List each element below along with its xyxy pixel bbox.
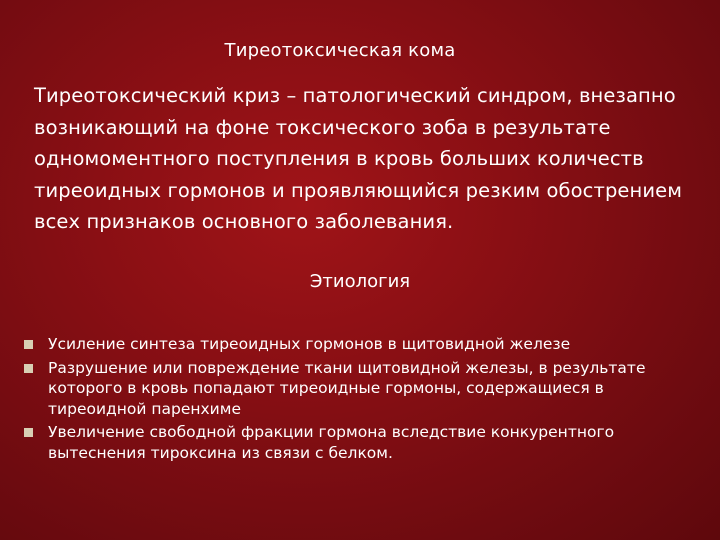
- square-bullet-icon: [24, 428, 33, 437]
- list-item-text: Увеличение свободной фракции гормона вследствие конкурентного вытеснения тироксина из связи с белком.: [48, 423, 615, 462]
- list-item-text: Разрушение или повреждение ткани щитовидной железы, в результате которого в кровь попадают тиреоидные гормоны, содержащиеся в тиреоидной паренхиме: [48, 358, 646, 418]
- list-item: [22, 334, 702, 355]
- list-item-text: Усиление синтеза тиреоидных гормонов в щитовидной железе: [48, 335, 571, 353]
- list-item: [22, 422, 702, 463]
- square-bullet-icon: [24, 340, 33, 349]
- etiology-list: [22, 334, 702, 466]
- section-heading-etiology: Этиология: [309, 271, 411, 292]
- list-item: [22, 358, 702, 420]
- slide-title: Тиреотоксическая кома: [224, 40, 456, 61]
- definition-text: Тиреотоксический криз – патологический синдром, внезапно возникающий на фоне токсического зоба в результате одномоментного поступления в кровь больших количеств тиреоидных гормонов и проявляющийся резким обострением всех признаков основного заболевания.: [34, 84, 683, 233]
- square-bullet-icon: [24, 364, 33, 373]
